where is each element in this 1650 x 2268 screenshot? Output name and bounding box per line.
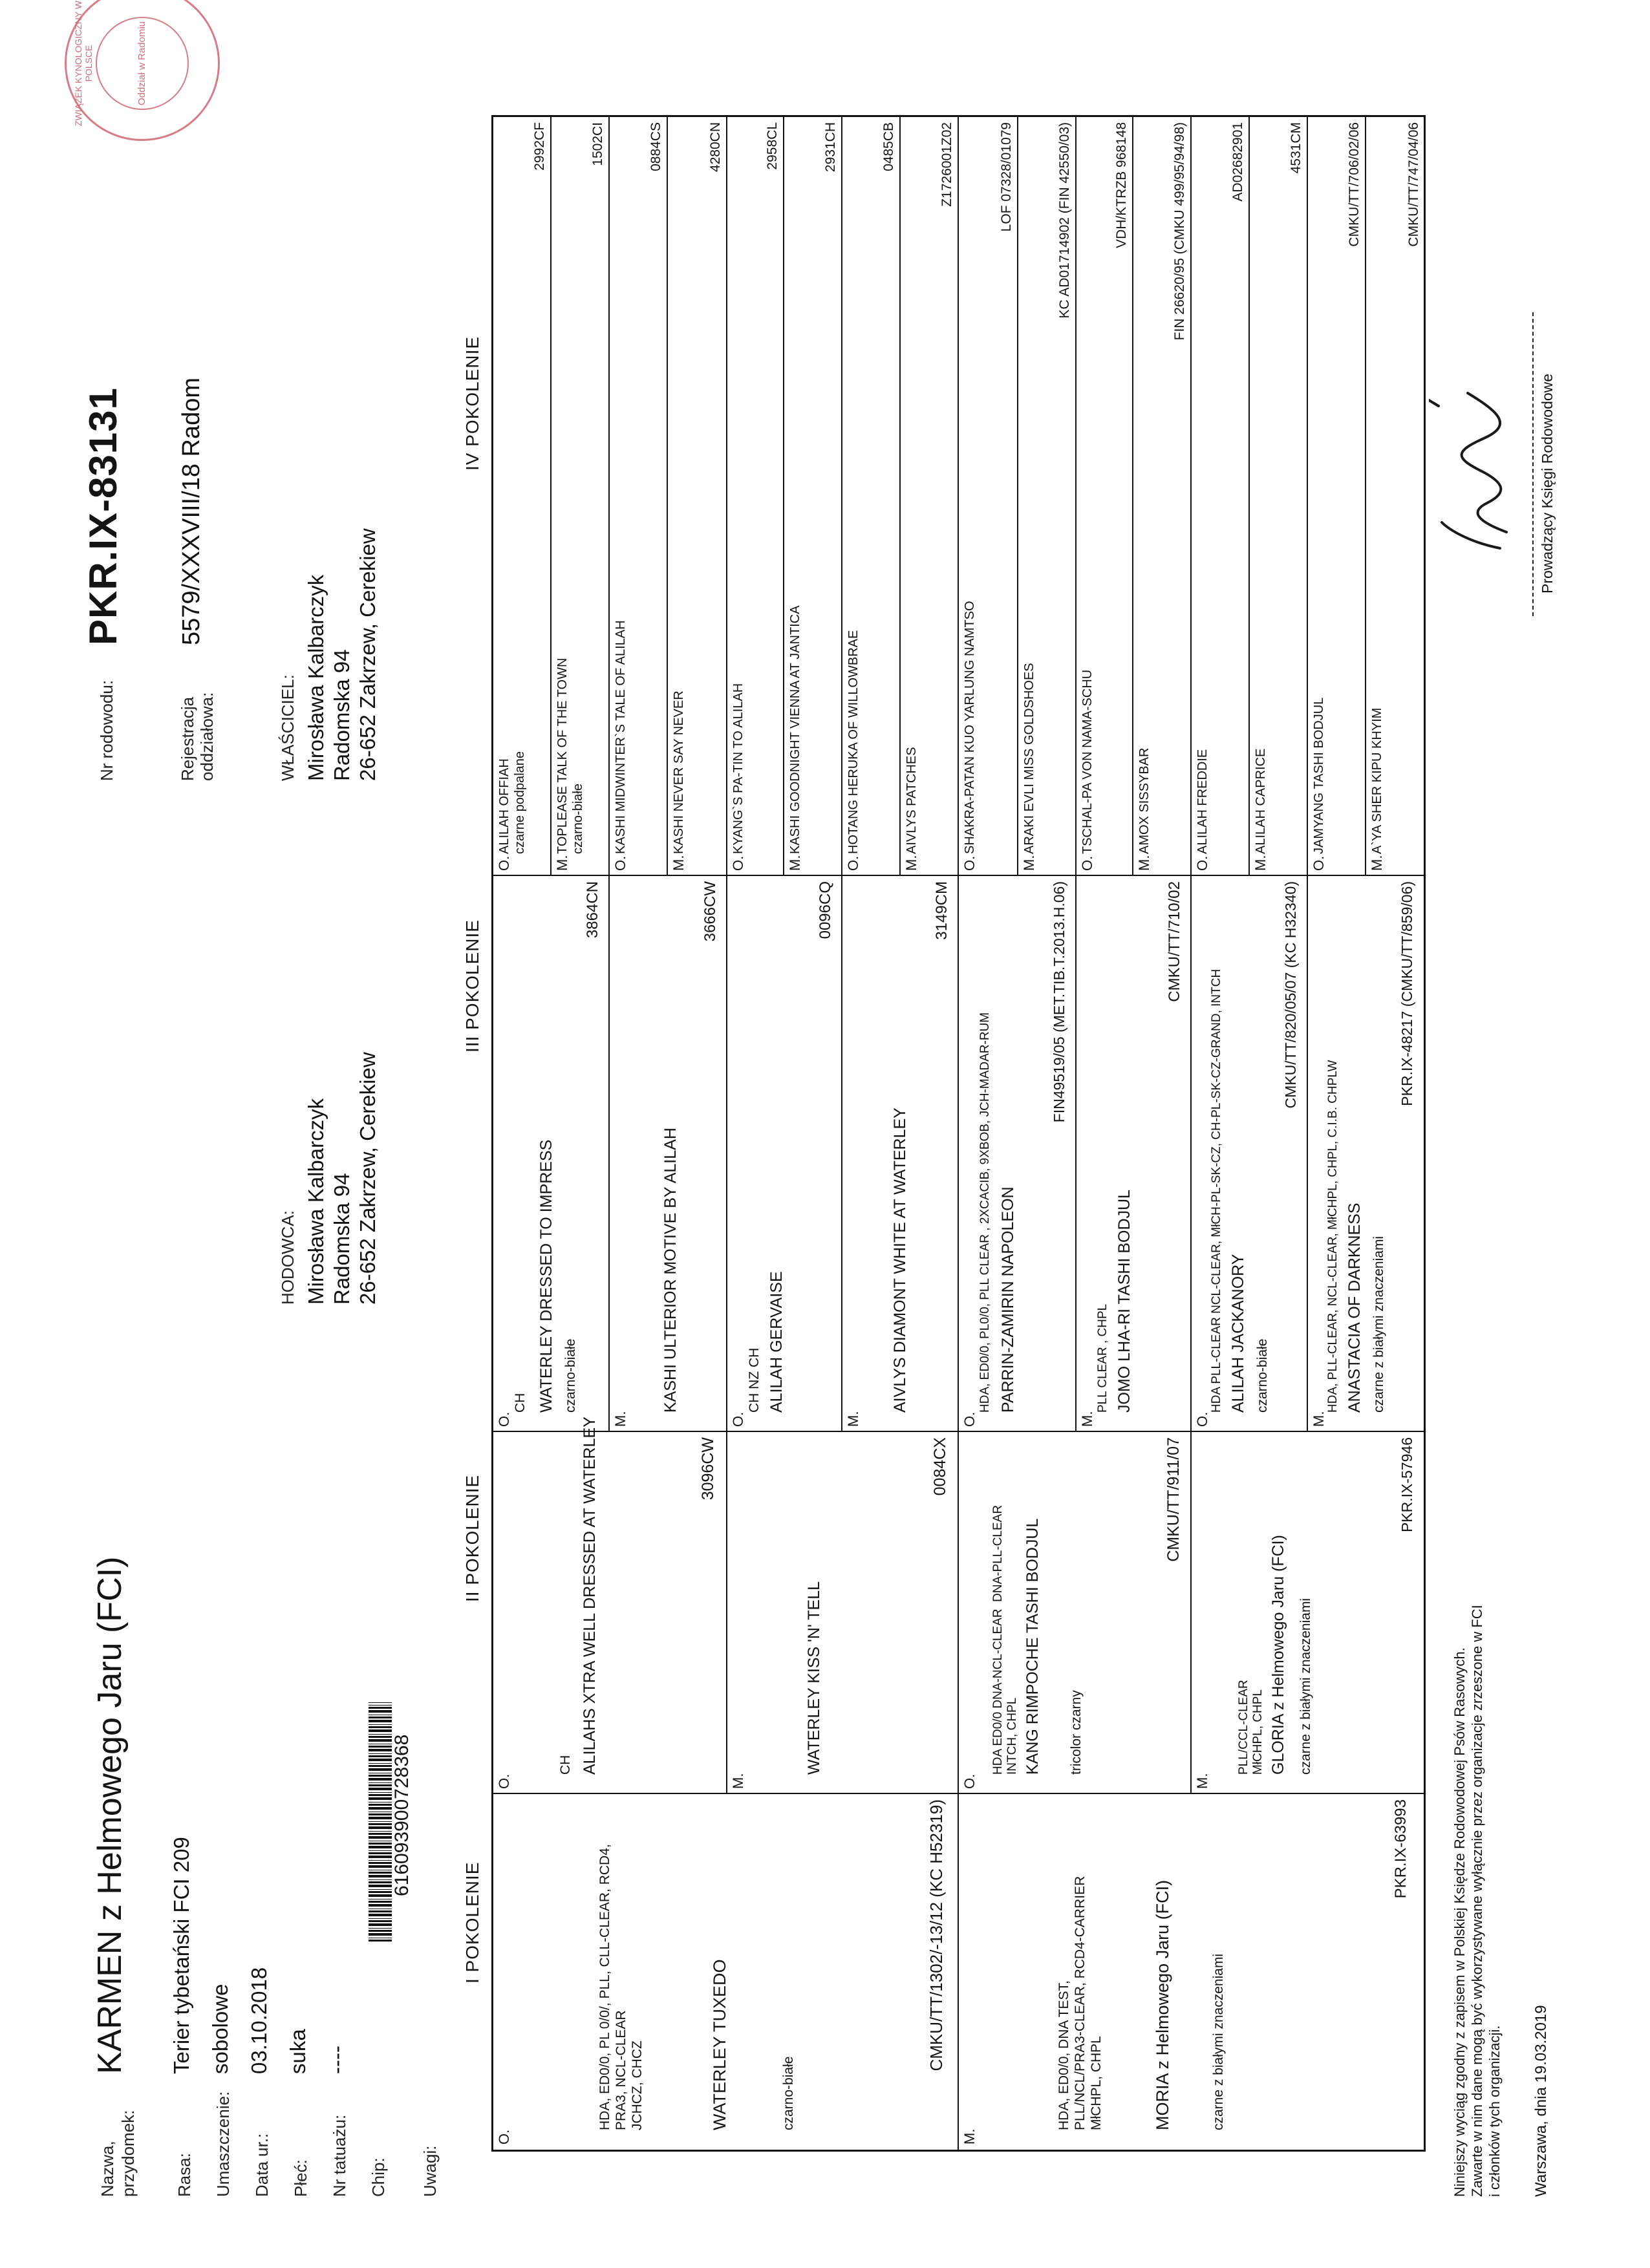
owner-label: WŁAŚCICIEL: (278, 674, 297, 781)
gen4-cell-16: M. A`YA SHER KIPU KHYIM CMKU/TT/747/04/06 (1369, 122, 1421, 871)
signature-line (1532, 312, 1534, 616)
gen3-cell-6: M. PLL CLEAR , CHPL JOMO LHA-RI TASHI BODJUL CMKU/TT/710/02 (1077, 876, 1192, 1432)
owner-street: Radomska 94 (330, 649, 354, 781)
generation-header-3: III POKOLENIE (462, 919, 482, 1053)
signature (1429, 348, 1519, 568)
signatory-title: Prowadzący Księgi Rodowodowe (1539, 373, 1556, 594)
gen3-cell-2: M. KASHI ULTERIOR MOTIVE BY ALILAH 3666CW (610, 876, 727, 1432)
dob-value: 03.10.2018 (247, 1967, 271, 2074)
gen3-2-name: KASHI ULTERIOR MOTIVE BY ALILAH (661, 1128, 680, 1413)
gen1-sire-reg: CMKU/TT/1302/-13/12 (KC H52319) (927, 1799, 946, 2071)
gen4-cell-12: M. AMOX SISSYBAR FIN 26620/95 (CMKU 499/95/94/98) (1133, 117, 1192, 876)
gen2-column (493, 1417, 1424, 1794)
gen2-cell-3: O. HDA ED0/0 DNA-NCL-CLEAR DNA-PLL-CLEAR INTCH, CHPL KANG RIMPOCHE TASHI BODJUL tricolor czarny CMKU/TT/911/07 (959, 1432, 1192, 1794)
registration-number: PKR.IX-83131 (81, 387, 125, 645)
gen4-cell-2: M. TOPLEASE TALK OF THE TOWN czarno-białe 1502CI (552, 117, 610, 876)
gen4-cell-3: O. KASHI MIDWINTER`S TALE OF ALILAH 0884CS (610, 117, 668, 876)
gen3-cell-3: O. CH NZ CH ALILAH GERVAISE 0096CQ (727, 876, 842, 1432)
gen2-3-name: KANG RIMPOCHE TASHI BODJUL (1023, 1518, 1042, 1775)
owner-name: Mirosława Kalbarczyk (304, 574, 328, 781)
kennel-club-stamp (65, 0, 220, 141)
gen3-cell-8: M. HDA, PLL-CLEAR, NCL-CLEAR, MłCHPL, CHPL, C.I.B. CHPLW ANASTACIA OF DARKNESS czarne z białymi znaczeniami PKR.IX-48217 (CMKU/TT/859/06) (1311, 881, 1415, 1427)
gen1-sire-titles: HDA, ED0/0, PL 0/0/, PLL, CLL-CLEAR, RCD4, PRA3, NCL-CLEAR JCHCZ, CHCZ (597, 1844, 645, 2130)
gen3-6-name: JOMO LHA-RI TASHI BODJUL (1115, 1190, 1133, 1413)
tattoo-label: Nr tatuażu: (330, 2114, 349, 2197)
gen4-cell-11: O. TSCHAL-PA VON NAMA-SCHU VDH/KTRZB 968148 (1077, 117, 1133, 876)
gen4-cell-7: O. HOTANG HERUKA OF WILLOWBRAE 0485CB (842, 117, 901, 876)
breeder-label: HODOWCA: (278, 1210, 297, 1305)
gen3-cell-4: M. AIVLYS DIAMONT WHITE AT WATERLEY 3149CM (842, 876, 959, 1432)
gen2-cell-4: M. PLL/CCL-CLEAR MłCHPL, CHPL GLORIA z Helmowego Jaru (FCI) czarne z białymi znaczeniami PKR.IX-57946 (1194, 1437, 1415, 1789)
gen4-cell-14: M. ALILAH CAPRICE 4531CM (1250, 117, 1308, 876)
generation-header-2: II POKOLENIE (462, 1474, 482, 1602)
chip-value: 616093900728368 (391, 1734, 412, 1896)
chip-barcode (369, 1702, 392, 1942)
dog-name: KARMEN z Helmowego Jaru (FCI) (91, 1556, 129, 2074)
remarks-label: Uwagi: (420, 2145, 440, 2197)
gen4-cell-6: M. KASHI GOODNIGHT VIENNA AT JANTICA 2931CH (784, 117, 842, 876)
gen4-cell-15: O. JAMYANG TASHI BODJUL CMKU/TT/706/02/06 (1308, 117, 1366, 876)
generation-header-4: IV POKOLENIE (462, 336, 482, 471)
gen3-7-name: ALILAH JACKANORY (1229, 1254, 1247, 1413)
color-value: sobolowe (208, 1984, 232, 2074)
stamp-outer-text: ZWIĄZEK KYNOLOGICZNY W POLSCE (73, 0, 94, 127)
gen1-dam-reg: PKR.IX-63993 (1392, 1799, 1409, 1899)
branch-reg-label: Rejestracja oddziałowa: (178, 692, 217, 781)
breed-value: Terier tybetański FCI 209 (169, 1837, 193, 2074)
gen4-cell-4: M. KASHI NEVER SAY NEVER 4280CN (668, 117, 727, 876)
gen1-sire-color: czarno-białe (781, 2056, 796, 2130)
footer-line-2: Zawarte w nim dane mogą być wykorzystywane wyłącznie przez organizacje zrzeszone w FCI (1469, 1605, 1485, 2197)
gen1-dam-titles: HDA, ED0/0, DNA TEST, PLL/NCL/PRA3-CLEAR, RCD4-CARRIER MłCHPL, CHPL (1056, 1876, 1104, 2130)
gen4-cell-5: O. KYANG`S PA-TIN TO ALILAH 2958CL (727, 117, 784, 876)
footer-line-1: Niniejszy wyciąg zgodny z zapisem w Polskiej Księdze Rodowodowej Psów Rasowych. (1452, 1647, 1468, 2197)
sex-label: Płeć: (291, 2159, 310, 2197)
gen3-8-name: ANASTACIA OF DARKNESS (1345, 1203, 1364, 1413)
gen3-cell-5: O. HDA, ED0/0, PL0/0, PLL CLEAR , 2XCACIB, 9XBOB, JCH-MADAR-RUM PARRIN-ZAMIRIN NAPOLEON FIN49519/05 (MET.TIB.T.2013.H.06) (959, 876, 1077, 1432)
gen4-column (493, 117, 1424, 876)
name-label: Nazwa, przydomek: (98, 2110, 138, 2197)
issue-date: Warszawa, dnia 19.03.2019 (1532, 2005, 1550, 2197)
gen3-4-name: AIVLYS DIAMONT WHITE AT WATERLEY (891, 1107, 909, 1413)
gen1-dam-color: czarne z białymi znaczeniami (1211, 1953, 1226, 2130)
gen3-5-name: PARRIN-ZAMIRIN NAPOLEON (999, 1186, 1017, 1413)
chip-label: Chip: (369, 2157, 388, 2197)
pedigree-table (491, 115, 1426, 2152)
gen3-column (493, 876, 1424, 1432)
gen2-1-name: ALILAHS XTRA WELL DRESSED AT WATERLEY (581, 1417, 599, 1775)
regno-label: Nr rodowodu: (97, 679, 116, 781)
breed-label: Rasa: (175, 2153, 194, 2197)
gen3-3-name: ALILAH GERVAISE (767, 1271, 786, 1413)
gen4-cell-1: O. ALILAH OFFIAH czarne podpalane 2992CF (493, 117, 552, 876)
gen3-cell-7: O. HDA PLL-CLEAR NCL-CLEAR, MłCH-PL-SK-CZ, CH-PL-SK-CZ-GRAND, INTCH ALILAH JACKANORY czarno-białe CMKU/TT/820/05/07 (KC H32340) (1192, 876, 1308, 1432)
gen1-sire: O. HDA, ED0/0, PL 0/0/, PLL, CLL-CLEAR, RCD4, PRA3, NCL-CLEAR JCHCZ, CHCZ WATERLEY TUXEDO czarno-białe CMKU/TT/1302/-13/12 (KC H52319) (493, 1794, 959, 2150)
gen3-cell-1: O. CH WATERLEY DRESSED TO IMPRESS czarno-białe 3864CN (493, 876, 610, 1432)
footer-line-3: i członków tych organizacji. (1486, 2025, 1503, 2197)
gen1-dam-name: MORIA z Helmowego Jaru (FCI) (1153, 1879, 1172, 2130)
branch-reg-value: 5579/XXXVIII/18 Radom (178, 377, 205, 645)
stamp-inner-text: Oddział w Radomiu (136, 21, 147, 106)
breeder-name: Mirosława Kalbarczyk (304, 1098, 328, 1305)
generation-header-1: I POKOLENIE (462, 1861, 482, 1984)
owner-city: 26-652 Zakrzew, Cerekiew (356, 528, 380, 781)
color-label: Umaszczenie: (213, 2091, 233, 2197)
gen1-dam: M. HDA, ED0/0, DNA TEST, PLL/NCL/PRA3-CLEAR, RCD4-CARRIER MłCHPL, CHPL MORIA z Helmowego Jaru (FCI) czarne z białymi znaczeniami PKR.IX-63993 (961, 1799, 1409, 2145)
dob-label: Data ur.: (252, 2133, 272, 2197)
gen4-cell-13: O. ALILAH FREDDIE AD02682901 (1192, 117, 1250, 876)
gen2-2-name: WATERLEY KISS 'N' TELL (805, 1581, 823, 1775)
breeder-street: Radomska 94 (330, 1173, 354, 1305)
gen2-cell-1: O. CH ALILAHS XTRA WELL DRESSED AT WATERLEY 3096CW (493, 1432, 727, 1794)
gen2-cell-2: M. WATERLEY KISS 'N' TELL 0084CX (727, 1432, 959, 1794)
gen4-cell-9: O. SHAKRA-PATAN KUO YARLUNG NAMTSO LOF 07328/01079 (959, 117, 1018, 876)
gen3-1-name: WATERLEY DRESSED TO IMPRESS (537, 1139, 555, 1413)
gen4-cell-8: M. AIVLYS PATCHES Z1726001Z02 (901, 117, 959, 876)
gen2-4-name: GLORIA z Helmowego Jaru (FCI) (1269, 1535, 1287, 1775)
tattoo-value: ---- (325, 2046, 348, 2074)
breeder-city: 26-652 Zakrzew, Cerekiew (356, 1052, 380, 1305)
gen1-column (493, 1794, 1424, 2150)
gen1-sire-name: WATERLEY TUXEDO (710, 1959, 729, 2130)
gen4-cell-10: M. ARAKI EVLI MISS GOLDSHOES KC AD01714902 (FIN 42550/03) (1018, 117, 1077, 876)
sex-value: suka (286, 2029, 310, 2074)
